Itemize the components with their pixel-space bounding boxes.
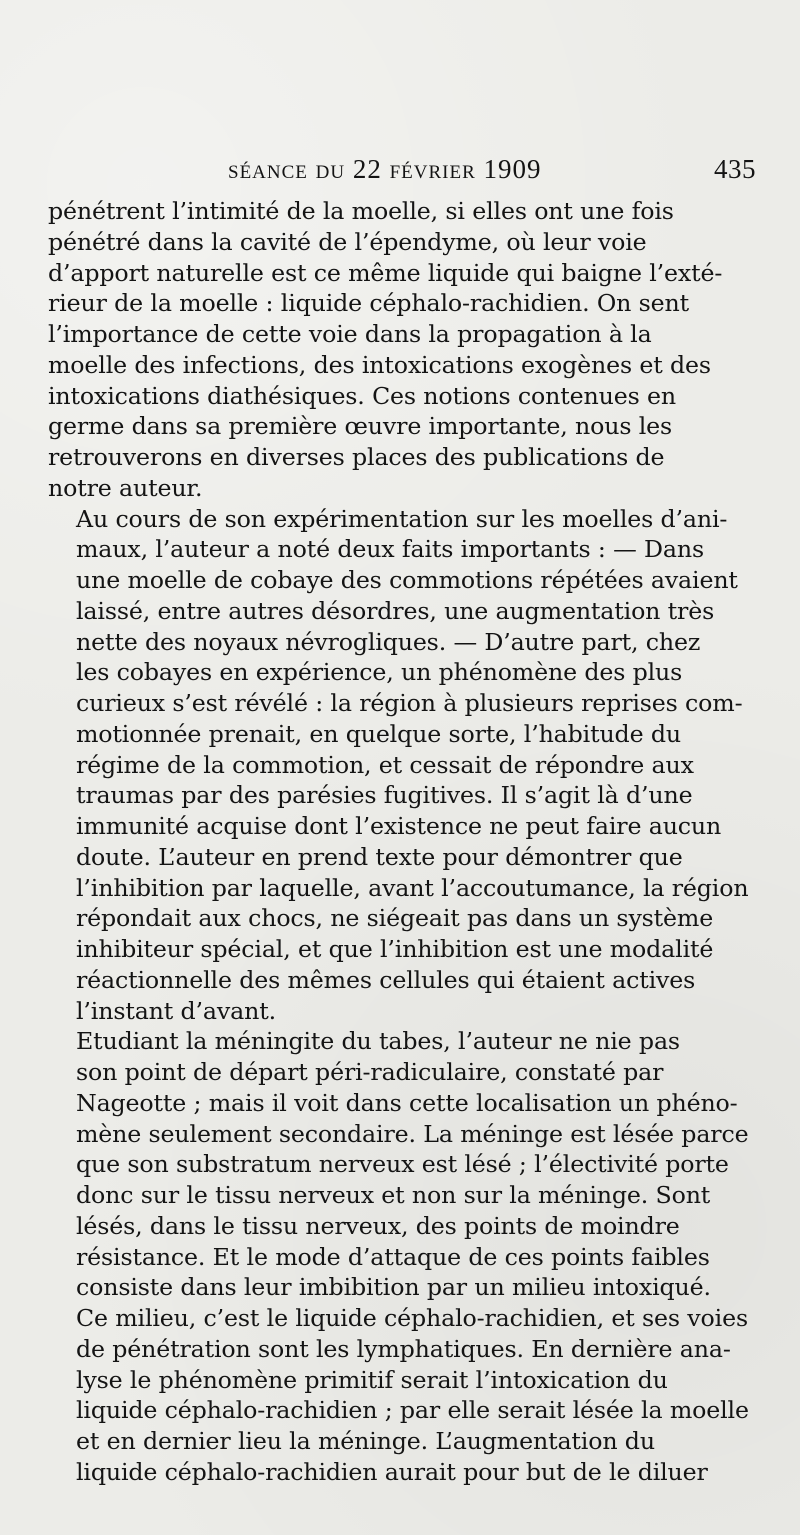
- text-line: d’apport naturelle est ce même liquide qui baigne l’exté-: [48, 258, 723, 287]
- text-line: immunité acquise dont l’existence ne peut faire aucun: [76, 812, 722, 840]
- text-line: pénétré dans la cavité de l’épendyme, où leur voie: [48, 227, 647, 256]
- text-line: donc sur le tissu nerveux et non sur la méninge. Sont: [76, 1181, 711, 1209]
- text-line: moelle des infections, des intoxications exogènes et des: [48, 350, 711, 379]
- text-line: germe dans sa première œuvre importante, nous les: [48, 412, 673, 441]
- text-line: une moelle de cobaye des commotions répétées avaient: [76, 566, 738, 594]
- text-line: laissé, entre autres désordres, une augmentation très: [76, 596, 715, 625]
- paragraph-1: [48, 196, 756, 504]
- text-line: liquide céphalo-rachidien ; par elle serait lésée la moelle: [76, 1396, 749, 1425]
- text-line: l’instant d’avant.: [76, 996, 276, 1025]
- text-line: notre auteur.: [48, 473, 203, 502]
- text-line: réactionnelle des mêmes cellules qui étaient actives: [76, 965, 696, 994]
- text-line: pénétrent l’intimité de la moelle, si elles ont une fois: [48, 197, 674, 225]
- text-line: rieur de la moelle : liquide céphalo-rachidien. On sent: [48, 289, 689, 318]
- text-line: maux, l’auteur a noté deux faits importants : — Dans: [76, 535, 704, 564]
- page-number: 435: [714, 154, 756, 184]
- text-line: résistance. Et le mode d’attaque de ces points faibles: [76, 1242, 710, 1271]
- text-line: et en dernier lieu la méninge. L’augmentation du: [76, 1427, 655, 1455]
- text-line: retrouverons en diverses places des publications de: [48, 443, 665, 471]
- paragraph-2: [48, 504, 756, 1027]
- text-line: mène seulement secondaire. La méninge est lésée parce: [76, 1119, 749, 1148]
- text-line: curieux s’est révélé : la région à plusieurs reprises com-: [76, 689, 743, 717]
- text-line: les cobayes en expérience, un phénomène des plus: [76, 658, 683, 687]
- paragraph-3: [48, 1026, 756, 1487]
- text-line: doute. L’auteur en prend texte pour démontrer que: [76, 842, 683, 871]
- text-line: son point de départ péri-radiculaire, constaté par: [76, 1058, 664, 1086]
- text-line: Ce milieu, c’est le liquide céphalo-rachidien, et ses voies: [76, 1304, 748, 1332]
- page-header: [48, 152, 756, 186]
- text-line: lyse le phénomène primitif serait l’intoxication du: [76, 1365, 668, 1394]
- text-line: Nageotte ; mais il voit dans cette localisation un phéno-: [76, 1088, 738, 1117]
- text-line: l’inhibition par laquelle, avant l’accoutumance, la région: [76, 873, 749, 902]
- text-line: de pénétration sont les lymphatiques. En dernière ana-: [76, 1334, 731, 1363]
- text-line: répondait aux chocs, ne siégeait pas dans un système: [76, 904, 714, 933]
- running-head: séance du 22 février 1909: [228, 154, 542, 184]
- text-line: liquide céphalo-rachidien aurait pour but de le diluer: [76, 1457, 708, 1486]
- text-line: Au cours de son expérimentation sur les moelles d’ani-: [76, 504, 728, 533]
- text-line: l’importance de cette voie dans la propagation à la: [48, 320, 652, 348]
- body-text: [48, 196, 756, 1488]
- text-line: que son substratum nerveux est lésé ; l’électivité porte: [76, 1150, 729, 1179]
- text-line: consiste dans leur imbibition par un milieu intoxiqué.: [76, 1273, 711, 1302]
- text-line: intoxications diathésiques. Ces notions contenues en: [48, 381, 676, 410]
- text-line: régime de la commotion, et cessait de répondre aux: [76, 750, 694, 779]
- text-line: lésés, dans le tissu nerveux, des points de moindre: [76, 1211, 680, 1240]
- text-line: Etudiant la méningite du tabes, l’auteur ne nie pas: [76, 1027, 680, 1056]
- text-line: inhibiteur spécial, et que l’inhibition est une modalité: [76, 935, 714, 963]
- text-line: motionnée prenait, en quelque sorte, l’habitude du: [76, 719, 681, 748]
- text-line: traumas par des parésies fugitives. Il s’agit là d’une: [76, 781, 693, 810]
- text-line: nette des noyaux névrogliques. — D’autre part, chez: [76, 627, 701, 656]
